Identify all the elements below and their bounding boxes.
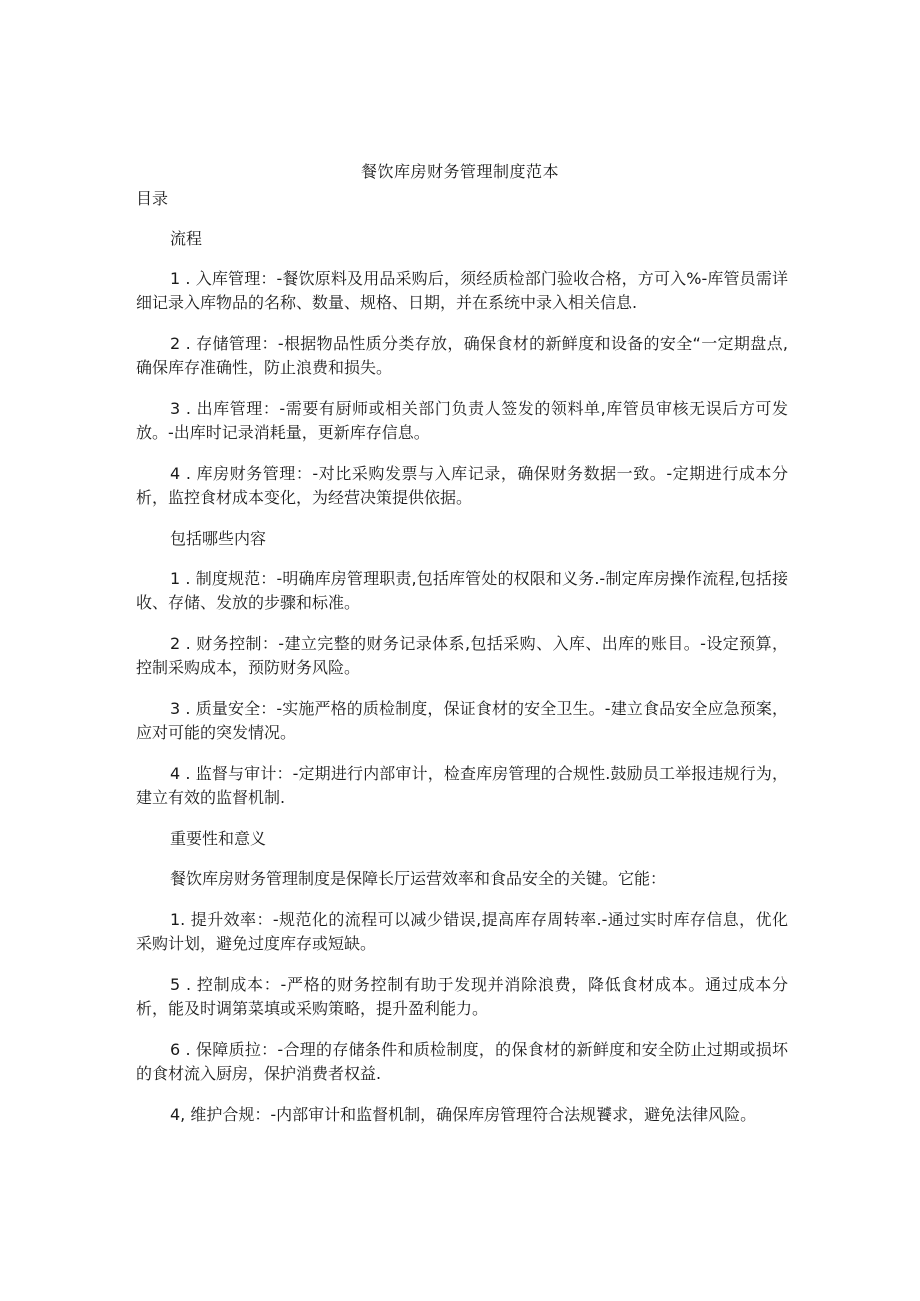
toc-label: 目录 (136, 189, 169, 208)
section-heading-contents: 包括哪些内容 (170, 529, 267, 548)
paragraph: 3 . 出库管理：-需要有厨师或相关部门负责人签发的领料单,库管员审核无误后方可发放。-出库时记录消耗量，更新库存信息。 (136, 399, 788, 442)
section-heading-process: 流程 (170, 229, 203, 248)
document-title: 餐饮库房财务管理制度范本 (360, 162, 559, 181)
paragraph: 6 . 保障质拉：-合理的存储条件和质检制度，的保食材的新鲜度和安全防止过期或损坏的食材流入厨房，保护消费者权益. (136, 1040, 788, 1083)
paragraph: 4 . 监督与审计：-定期进行内部审计，检查库房管理的合规性.鼓励员工举报违规行为，建立有效的监督机制. (136, 764, 788, 807)
paragraph: 1 . 制度规范：-明确库房管理职责,包括库管处的权限和义务.-制定库房操作流程,包括接收、存储、发放的步骤和标准。 (136, 569, 788, 612)
section-heading-importance: 重要性和意义 (170, 829, 267, 848)
document-body (136, 227, 788, 1144)
paragraph: 1 . 入库管理：-餐饮原料及用品采购后，须经质检部门验收合格，方可入%-库管员需详细记录入库物品的名称、数量、规格、日期，并在系统中录入相关信息. (136, 269, 788, 312)
paragraph: 2 . 财务控制：-建立完整的财务记录体系,包括采购、入库、出库的账目。-设定预算，控制采购成本，预防财务风险。 (136, 634, 788, 677)
paragraph: 4 . 库房财务管理：-对比采购发票与入库记录，确保财务数据一致。-定期进行成本分析，监控食材成本变化，为经营决策提供依据。 (136, 464, 788, 507)
paragraph: 3 . 质量安全：-实施严格的质检制度，保证食材的安全卫生。-建立食品安全应急预案，应对可能的突发情况。 (136, 699, 788, 742)
paragraph: 5 . 控制成本：-严格的财务控制有助于发现并消除浪费，降低食材成本。通过成本分析，能及时调第菜填或采购策略，提升盈利能力。 (136, 975, 788, 1018)
paragraph: 2 . 存储管理：-根据物品性质分类存放，确保食材的新鲜度和设备的安全“一定期盘点,确保库存准确性，防止浪费和损失。 (136, 334, 788, 377)
paragraph: 餐饮库房财务管理制度是保障长厅运营效率和食品安全的关键。它能： (170, 869, 667, 888)
paragraph: 4, 维护合规：-内部审计和监督机制，确保库房管理符合法规饕求，避免法律风险。 (170, 1105, 757, 1124)
paragraph: 1. 提升效率：-规范化的流程可以减少错误,提高库存周转率.-通过实时库存信息，优化采购计划，避免过度库存或短缺。 (136, 910, 788, 953)
